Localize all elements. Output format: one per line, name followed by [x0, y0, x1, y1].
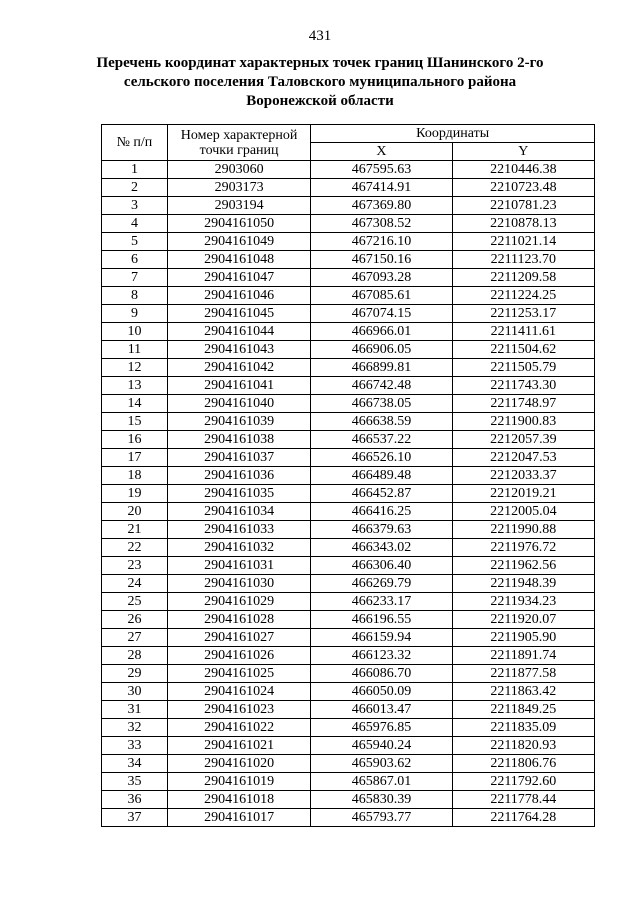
title-line: Перечень координат характерных точек границ Шанинского 2-го [96, 55, 544, 71]
table-row [102, 323, 595, 341]
cell-number: 4 [102, 215, 168, 233]
cell-x: 465940.24 [311, 737, 452, 755]
cell-y: 2211962.56 [452, 557, 594, 575]
cell-x: 466638.59 [311, 413, 452, 431]
cell-number: 13 [102, 377, 168, 395]
cell-number: 23 [102, 557, 168, 575]
cell-number: 25 [102, 593, 168, 611]
cell-point-number: 2904161030 [167, 575, 310, 593]
cell-number: 9 [102, 305, 168, 323]
cell-x: 466526.10 [311, 449, 452, 467]
table-row [102, 719, 595, 737]
cell-number: 34 [102, 755, 168, 773]
cell-x: 466906.05 [311, 341, 452, 359]
cell-y: 2212033.37 [452, 467, 594, 485]
page-number: 431 [308, 28, 332, 44]
cell-number: 20 [102, 503, 168, 521]
cell-y: 2210723.48 [452, 179, 594, 197]
cell-y: 2211877.58 [452, 665, 594, 683]
cell-point-number: 2904161038 [167, 431, 310, 449]
table-row [102, 377, 595, 395]
cell-number: 27 [102, 629, 168, 647]
table-row [102, 485, 595, 503]
table-row [102, 161, 595, 179]
cell-number: 10 [102, 323, 168, 341]
cell-number: 24 [102, 575, 168, 593]
cell-number: 16 [102, 431, 168, 449]
table-row [102, 305, 595, 323]
cell-y: 2210781.23 [452, 197, 594, 215]
cell-number: 22 [102, 539, 168, 557]
cell-y: 2211948.39 [452, 575, 594, 593]
table-row [102, 449, 595, 467]
cell-y: 2211863.42 [452, 683, 594, 701]
cell-point-number: 2904161036 [167, 467, 310, 485]
cell-number: 8 [102, 287, 168, 305]
cell-x: 467595.63 [311, 161, 452, 179]
cell-number: 3 [102, 197, 168, 215]
cell-point-number: 2904161025 [167, 665, 310, 683]
cell-y: 2211792.60 [452, 773, 594, 791]
header-y: Y [452, 143, 594, 161]
cell-point-number: 2904161033 [167, 521, 310, 539]
cell-x: 466537.22 [311, 431, 452, 449]
table-row [102, 503, 595, 521]
cell-x: 466343.02 [311, 539, 452, 557]
table-row [102, 413, 595, 431]
header-coordinates: Координаты [311, 125, 595, 143]
cell-y: 2211764.28 [452, 809, 594, 827]
cell-x: 465976.85 [311, 719, 452, 737]
cell-point-number: 2904161048 [167, 251, 310, 269]
cell-x: 466159.94 [311, 629, 452, 647]
cell-y: 2211934.23 [452, 593, 594, 611]
cell-y: 2211905.90 [452, 629, 594, 647]
cell-number: 12 [102, 359, 168, 377]
cell-point-number: 2904161019 [167, 773, 310, 791]
cell-x: 466196.55 [311, 611, 452, 629]
table-row [102, 251, 595, 269]
cell-point-number: 2904161024 [167, 683, 310, 701]
cell-point-number: 2903173 [167, 179, 310, 197]
cell-number: 26 [102, 611, 168, 629]
cell-point-number: 2904161045 [167, 305, 310, 323]
cell-number: 19 [102, 485, 168, 503]
table-row [102, 755, 595, 773]
header-x: X [311, 143, 452, 161]
cell-y: 2211778.44 [452, 791, 594, 809]
cell-y: 2211253.17 [452, 305, 594, 323]
title-line: Воронежской области [246, 93, 394, 109]
cell-point-number: 2904161039 [167, 413, 310, 431]
cell-y: 2212019.21 [452, 485, 594, 503]
table-row [102, 215, 595, 233]
table-row [102, 665, 595, 683]
cell-point-number: 2904161027 [167, 629, 310, 647]
cell-x: 467308.52 [311, 215, 452, 233]
cell-x: 466269.79 [311, 575, 452, 593]
cell-y: 2211123.70 [452, 251, 594, 269]
cell-number: 14 [102, 395, 168, 413]
table-row [102, 575, 595, 593]
table-row [102, 701, 595, 719]
cell-number: 1 [102, 161, 168, 179]
cell-number: 28 [102, 647, 168, 665]
table-row [102, 521, 595, 539]
table-row [102, 611, 595, 629]
coordinates-table [101, 124, 595, 827]
cell-number: 37 [102, 809, 168, 827]
cell-point-number: 2904161034 [167, 503, 310, 521]
cell-number: 32 [102, 719, 168, 737]
cell-y: 2211209.58 [452, 269, 594, 287]
cell-y: 2211021.14 [452, 233, 594, 251]
cell-point-number: 2904161022 [167, 719, 310, 737]
cell-y: 2211990.88 [452, 521, 594, 539]
cell-x: 466379.63 [311, 521, 452, 539]
cell-point-number: 2904161037 [167, 449, 310, 467]
cell-number: 33 [102, 737, 168, 755]
cell-y: 2211505.79 [452, 359, 594, 377]
cell-y: 2211891.74 [452, 647, 594, 665]
cell-point-number: 2904161020 [167, 755, 310, 773]
cell-x: 466050.09 [311, 683, 452, 701]
cell-point-number: 2904161047 [167, 269, 310, 287]
cell-x: 466742.48 [311, 377, 452, 395]
table-row [102, 647, 595, 665]
cell-x: 467093.28 [311, 269, 452, 287]
cell-x: 466416.25 [311, 503, 452, 521]
cell-x: 465867.01 [311, 773, 452, 791]
cell-x: 466966.01 [311, 323, 452, 341]
cell-y: 2211743.30 [452, 377, 594, 395]
cell-number: 17 [102, 449, 168, 467]
table-row [102, 683, 595, 701]
table-row [102, 341, 595, 359]
cell-y: 2211976.72 [452, 539, 594, 557]
cell-point-number: 2904161041 [167, 377, 310, 395]
cell-number: 29 [102, 665, 168, 683]
cell-y: 2211504.62 [452, 341, 594, 359]
table-row [102, 593, 595, 611]
cell-point-number: 2903060 [167, 161, 310, 179]
cell-point-number: 2904161044 [167, 323, 310, 341]
cell-y: 2211849.25 [452, 701, 594, 719]
document-title [95, 54, 545, 111]
header-number: № п/п [102, 125, 168, 161]
cell-number: 31 [102, 701, 168, 719]
cell-x: 467369.80 [311, 197, 452, 215]
cell-number: 30 [102, 683, 168, 701]
table-row [102, 629, 595, 647]
cell-x: 465903.62 [311, 755, 452, 773]
cell-point-number: 2903194 [167, 197, 310, 215]
cell-x: 466738.05 [311, 395, 452, 413]
cell-x: 466086.70 [311, 665, 452, 683]
cell-x: 466489.48 [311, 467, 452, 485]
table-row [102, 737, 595, 755]
cell-point-number: 2904161042 [167, 359, 310, 377]
cell-y: 2212057.39 [452, 431, 594, 449]
cell-y: 2210878.13 [452, 215, 594, 233]
cell-number: 18 [102, 467, 168, 485]
table-row [102, 179, 595, 197]
cell-y: 2211806.76 [452, 755, 594, 773]
table-row [102, 431, 595, 449]
cell-x: 466899.81 [311, 359, 452, 377]
cell-y: 2211920.07 [452, 611, 594, 629]
header-point-number: Номер характерной точки границ [167, 125, 310, 161]
cell-number: 6 [102, 251, 168, 269]
table-row [102, 233, 595, 251]
cell-x: 465830.39 [311, 791, 452, 809]
table-row [102, 287, 595, 305]
title-line: сельского поселения Таловского муниципального района [123, 74, 517, 90]
cell-x: 465793.77 [311, 809, 452, 827]
cell-y: 2211224.25 [452, 287, 594, 305]
cell-y: 2211835.09 [452, 719, 594, 737]
cell-point-number: 2904161050 [167, 215, 310, 233]
cell-point-number: 2904161026 [167, 647, 310, 665]
cell-y: 2211411.61 [452, 323, 594, 341]
cell-y: 2211900.83 [452, 413, 594, 431]
cell-x: 467216.10 [311, 233, 452, 251]
cell-x: 467074.15 [311, 305, 452, 323]
cell-y: 2212047.53 [452, 449, 594, 467]
cell-x: 466013.47 [311, 701, 452, 719]
cell-number: 7 [102, 269, 168, 287]
cell-x: 467414.91 [311, 179, 452, 197]
cell-number: 5 [102, 233, 168, 251]
table-row [102, 557, 595, 575]
cell-point-number: 2904161035 [167, 485, 310, 503]
cell-number: 35 [102, 773, 168, 791]
cell-y: 2211820.93 [452, 737, 594, 755]
cell-point-number: 2904161046 [167, 287, 310, 305]
cell-point-number: 2904161043 [167, 341, 310, 359]
cell-point-number: 2904161049 [167, 233, 310, 251]
table-row [102, 773, 595, 791]
cell-y: 2211748.97 [452, 395, 594, 413]
cell-point-number: 2904161021 [167, 737, 310, 755]
cell-x: 466452.87 [311, 485, 452, 503]
cell-number: 21 [102, 521, 168, 539]
cell-number: 11 [102, 341, 168, 359]
cell-x: 467085.61 [311, 287, 452, 305]
cell-x: 466233.17 [311, 593, 452, 611]
cell-point-number: 2904161040 [167, 395, 310, 413]
table-row [102, 359, 595, 377]
table-row [102, 197, 595, 215]
table-row [102, 809, 595, 827]
table-row [102, 539, 595, 557]
cell-y: 2212005.04 [452, 503, 594, 521]
cell-point-number: 2904161023 [167, 701, 310, 719]
table-row [102, 269, 595, 287]
cell-x: 467150.16 [311, 251, 452, 269]
cell-point-number: 2904161018 [167, 791, 310, 809]
table-row [102, 395, 595, 413]
cell-number: 36 [102, 791, 168, 809]
cell-x: 466306.40 [311, 557, 452, 575]
cell-point-number: 2904161032 [167, 539, 310, 557]
cell-number: 2 [102, 179, 168, 197]
table-row [102, 467, 595, 485]
table-row [102, 791, 595, 809]
cell-number: 15 [102, 413, 168, 431]
cell-point-number: 2904161031 [167, 557, 310, 575]
table-body [102, 161, 595, 827]
cell-point-number: 2904161029 [167, 593, 310, 611]
cell-point-number: 2904161028 [167, 611, 310, 629]
cell-x: 466123.32 [311, 647, 452, 665]
cell-point-number: 2904161017 [167, 809, 310, 827]
cell-y: 2210446.38 [452, 161, 594, 179]
